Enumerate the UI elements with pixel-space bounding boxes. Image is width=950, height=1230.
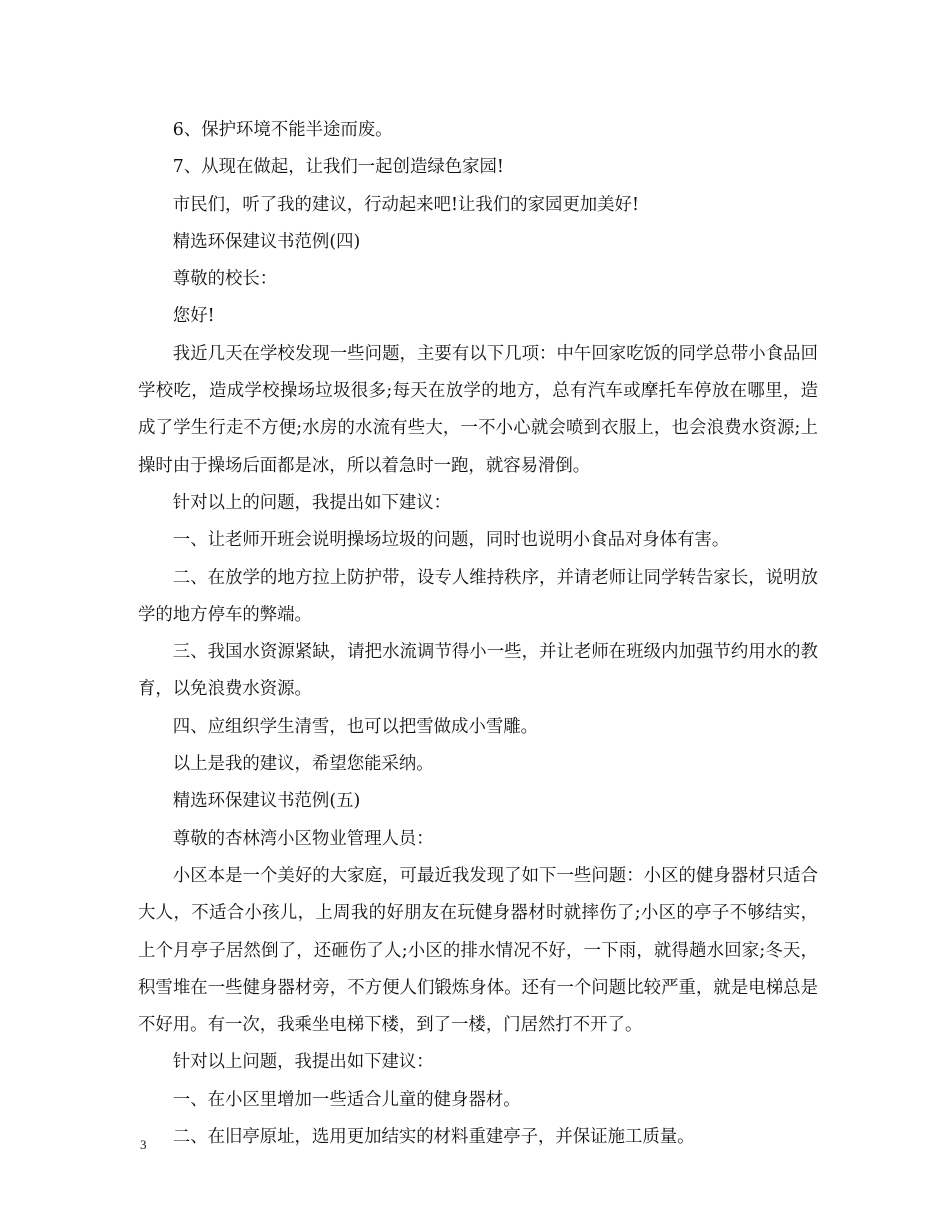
paragraph: 针对以上的问题，我提出如下建议： — [172, 492, 452, 513]
paragraph: 7、从现在做起，让我们一起创造绿色家园! — [172, 157, 504, 178]
document-body — [138, 112, 818, 1156]
page-number: 3 — [140, 1137, 147, 1152]
salutation: 尊敬的杏林湾小区物业管理人员： — [172, 828, 434, 849]
greeting: 您好! — [172, 306, 215, 327]
paragraph: 市民们，听了我的建议，行动起来吧!让我们的家园更加美好! — [172, 194, 639, 215]
suggestion-item: 一、在小区里增加一些适合儿童的健身器材。 — [172, 1089, 521, 1110]
suggestion-item: 三、我国水资源紧缺，请把水流调节得小一些，并让老师在班级内加强节约用水的教育，以免浪费水资源。 — [138, 642, 818, 700]
paragraph: 小区本是一个美好的大家庭，可最近我发现了如下一些问题：小区的健身器材只适合大人，不适合小孩儿，上周我的好朋友在玩健身器材时就摔伤了;小区的亭子不够结实，上个月亭子居然倒了，还砸伤了人;小区的排水情况不好，一下雨，就得趟水回家;冬天，积雪堆在一些健身器材旁，不方便人们锻炼身体。还有一个问题比较严重，就是电梯总是不好用。有一次，我乘坐电梯下楼，到了一楼，门居然打不开了。 — [138, 865, 818, 1036]
section-heading: 精选环保建议书范例(四) — [172, 231, 361, 252]
paragraph: 针对以上问题，我提出如下建议： — [172, 1052, 434, 1073]
paragraph: 6、保护环境不能半途而废。 — [172, 120, 393, 140]
suggestion-item: 一、让老师开班会说明操场垃圾的问题，同时也说明小食品对身体有害。 — [172, 530, 730, 551]
suggestion-item: 二、在放学的地方拉上防护带，设专人维持秩序，并请老师让同学转告家长，说明放学的地方停车的弊端。 — [138, 567, 818, 625]
salutation: 尊敬的校长： — [172, 269, 278, 290]
suggestion-item: 二、在旧亭原址，选用更加结实的材料重建亭子，并保证施工质量。 — [172, 1127, 695, 1148]
paragraph: 以上是我的建议，希望您能采纳。 — [172, 754, 434, 775]
section-heading: 精选环保建议书范例(五) — [172, 791, 361, 812]
suggestion-item: 四、应组织学生清雪，也可以把雪做成小雪雕。 — [172, 716, 539, 737]
paragraph: 我近几天在学校发现一些问题，主要有以下几项：中午回家吃饭的同学总带小食品回学校吃，造成学校操场垃圾很多;每天在放学的地方，总有汽车或摩托车停放在哪里，造成了学生行走不方便;水房的水流有些大，一不小心就会喷到衣服上，也会浪费水资源;上操时由于操场后面都是冰，所以着急时一跑，就容易滑倒。 — [138, 343, 818, 476]
